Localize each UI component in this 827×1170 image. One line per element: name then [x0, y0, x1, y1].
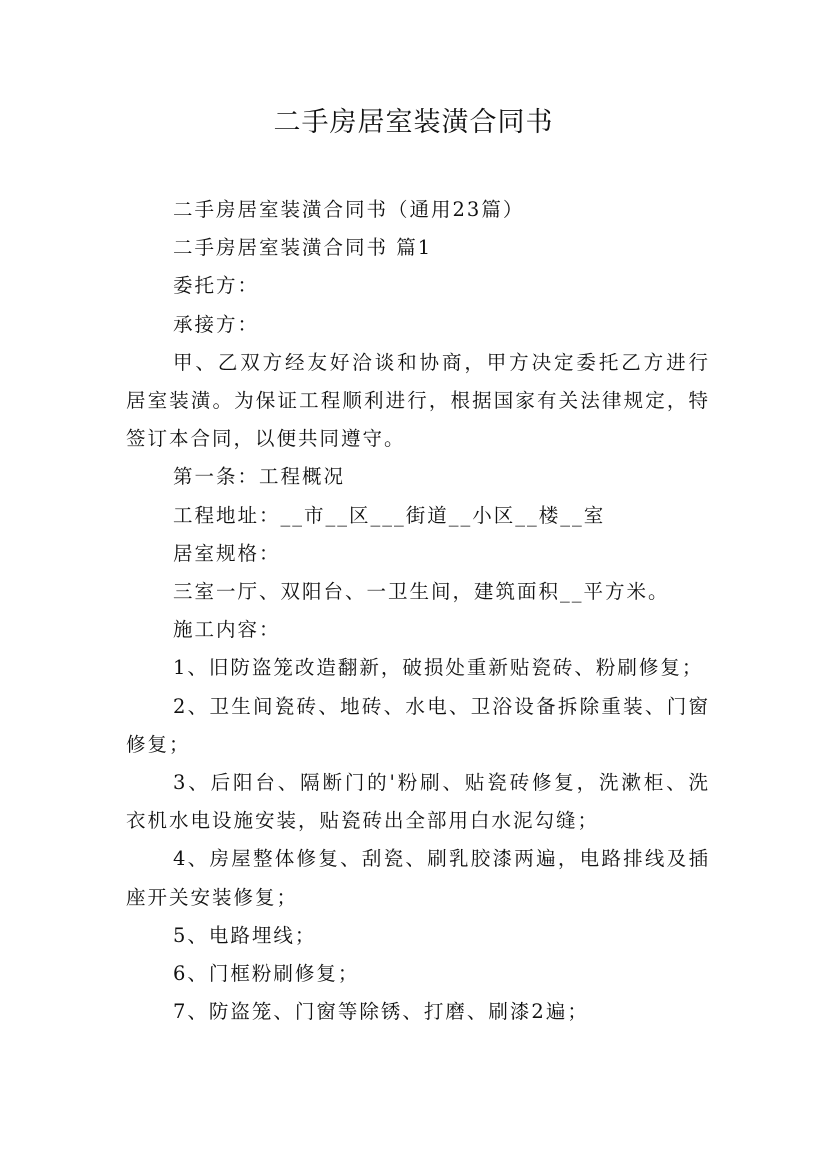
paragraph: 4、房屋整体修复、刮瓷、刷乳胶漆两遍，电路排线及插座开关安装修复； [126, 847, 710, 909]
paragraph: 2、卫生间瓷砖、地砖、水电、卫浴设备拆除重装、门窗修复； [126, 694, 710, 756]
paragraph: 三室一厅、双阳台、一卫生间，建筑面积__平方米。 [173, 580, 670, 604]
paragraph: 3、后阳台、隔断门的'粉刷、贴瓷砖修复，洗漱柜、洗衣机水电设施安装，贴瓷砖出全部用白水泥勾缝； [126, 771, 710, 833]
paragraph: 二手房居室装潢合同书 篇1 [173, 236, 433, 260]
paragraph: 居室规格： [173, 541, 281, 565]
paragraph: 5、电路埋线； [173, 923, 317, 947]
paragraph: 6、门框粉刷修复； [173, 962, 360, 986]
document-body [126, 191, 710, 1031]
paragraph: 二手房居室装潢合同书（通用23篇） [173, 198, 525, 221]
paragraph: 工程地址：__市__区___街道__小区__楼__室 [173, 503, 606, 527]
document-title: 二手房居室装潢合同书 [273, 107, 554, 138]
paragraph: 1、旧防盗笼改造翻新，破损处重新贴瓷砖、粉刷修复； [173, 656, 704, 680]
paragraph: 7、防盗笼、门窗等除锈、打磨、刷漆2遍； [173, 1000, 589, 1024]
paragraph: 委托方： [173, 274, 260, 298]
paragraph: 承接方： [173, 312, 260, 336]
paragraph: 甲、乙双方经友好洽谈和协商，甲方决定委托乙方进行居室装潢。为保证工程顺利进行，根据国家有关法律规定，特签订本合同，以便共同遵守。 [126, 350, 710, 451]
paragraph: 第一条：工程概况 [173, 465, 346, 489]
paragraph: 施工内容： [173, 618, 281, 642]
